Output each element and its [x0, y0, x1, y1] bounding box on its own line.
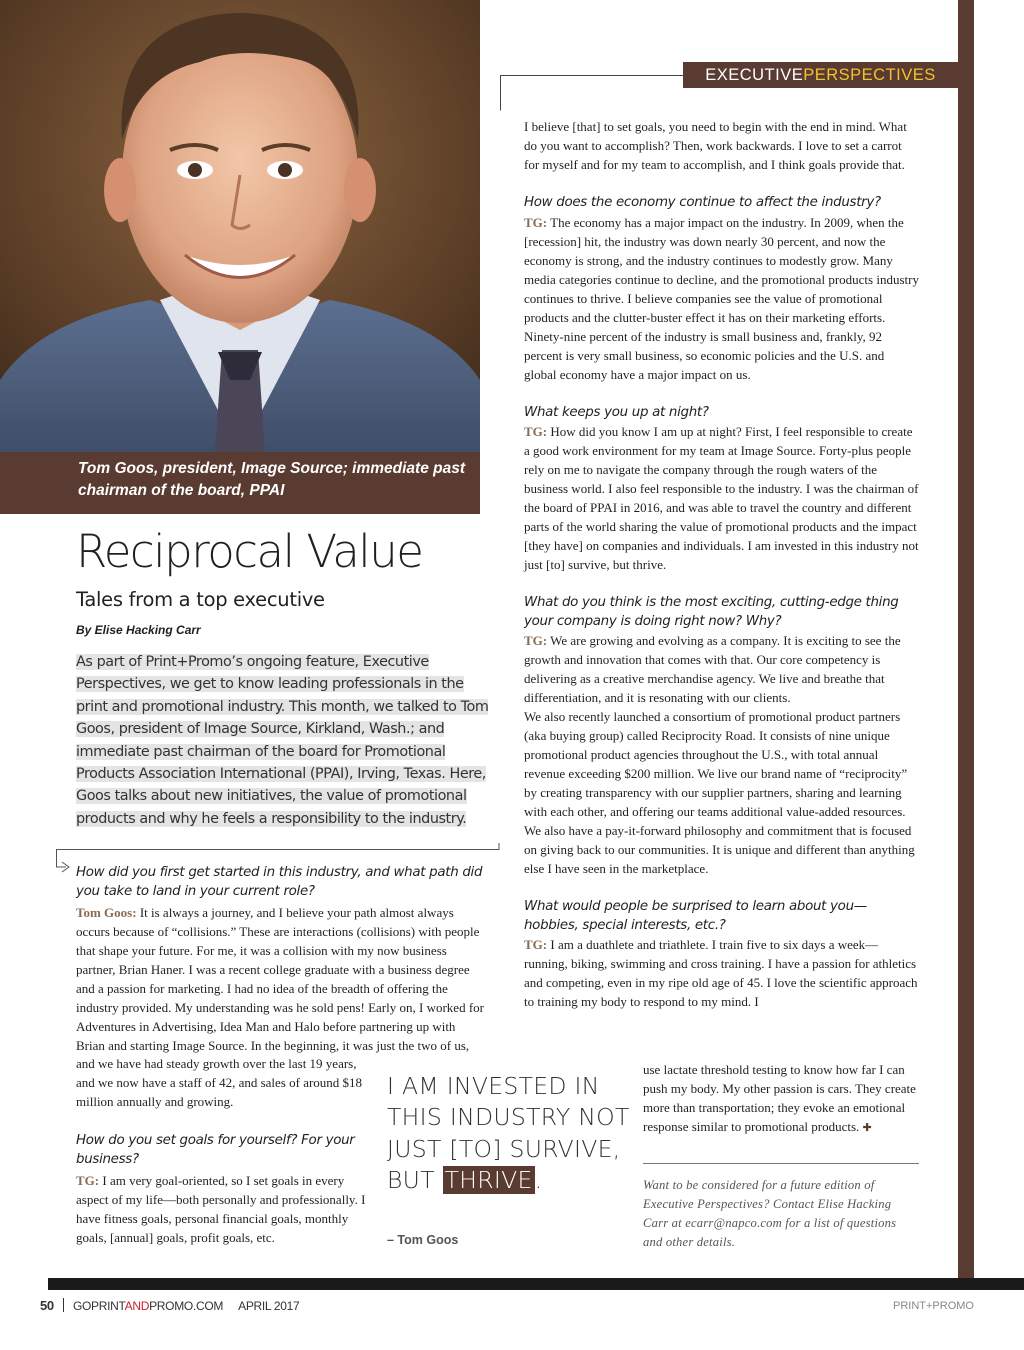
section-badge-word-2: PERSPECTIVES [803, 66, 936, 84]
right-edge-stripe [958, 0, 974, 1278]
answer-1 [76, 903, 486, 1055]
answer-2-text: I am very goal-oriented, so I set goals in every aspect of my life—both personally and professionally. I have fitness goals, personal financial goals, monthly goals, [annual] goals, profit goals, etc. [76, 1173, 366, 1245]
footer-left [40, 1298, 299, 1313]
footer-site-part-1: GOPRINT [72, 1299, 125, 1313]
answer-3 [524, 213, 920, 384]
question-1: How did you first get started in this industry, and what path did you take to land in your current role? [76, 865, 483, 899]
question-3: How does the economy continue to affect the industry? [524, 195, 881, 210]
question-4: What keeps you up at night? [524, 404, 709, 420]
portrait-photo [0, 0, 480, 452]
footer-brand: PRINT+PROMO [893, 1300, 974, 1312]
answer-5-tag: TG: [524, 633, 548, 648]
answer-3-text: The economy has a major impact on the industry. In 2009, when the [recession] hit, the industry was down nearly 30 percent, and now the economy is strong, and the industry continues to modestly grow. Many media categories continue to decline, and the promotional products industry continues to thrive. I believe companies see the value of promotional products and the clutter-buster effect it has on their marketing efforts. Ninety-nine percent of the industry is small business and, frankly, 92 percent is very small business, so economic policies and the U.S. and global economy have a major impact on us. [524, 214, 919, 382]
section-badge [683, 62, 958, 88]
answer-2-continued: I believe [that] to set goals, you need to begin with the end in mind. What do you want to accomplish? Then, work backwards. I love to set a carrot for myself and for my team to accomplish, and I think goals provide that. [524, 119, 907, 172]
pull-quote-period: . [534, 1165, 543, 1194]
pull-quote-credit: – Tom Goos [387, 1233, 459, 1247]
answer-5 [524, 631, 920, 707]
answer-1-tag: Tom Goos: [76, 905, 137, 920]
badge-connector-line [500, 75, 690, 111]
footer-site-part-3: PROMO.COM [149, 1299, 224, 1313]
answer-1-text: It is always a journey, and I believe your path almost always occurs because of “collisions.” These are interactions (collisions) with people that shape your future. For me, it was a collision with my now business partner, Brian Haner. I was a recent college graduate with a business degree and a passion for marketing. I had no idea of the breadth of offering the industry provided. My understanding was he sold pens! Early on, I worked for Adventures in Advertising, Idea Man and Halo before partnering up with Brian and starting Image Source. In the beginning, it was just the two of us, [76, 905, 484, 1053]
page-number: 50 [40, 1298, 54, 1313]
answer-1-continued: and we have had steady growth over the last 19 years, and we now have a staff of 42, and sales of around $18 million annually and growing. [76, 1056, 363, 1109]
answer-6-text: I am a duathlete and triathlete. I train five to six days a week—running, biking, swimming and cross training. I have a passion for athletics and competing, even in my ripe old age of 45. I love the scientific approach to training my body to respond to my mind. I [524, 937, 918, 1009]
promo-divider [643, 1163, 919, 1164]
intro-text: As part of Print+Promo’s ongoing feature, Executive Perspectives, we get to know leading professionals in the print and promotional industry. This month, we talked to Tom Goos, president of Image Source, Kirkland, Wash.; and immediate past chairman of the board for Promotional Products Association International (PPAI), Irving, Texas. Here, Goos talks about new initiatives, the value of promotional products and why he feels a responsibility to the industry. [76, 654, 489, 827]
photo-caption: Tom Goos, president, Image Source; immediate past chairman of the board, PPAI [0, 452, 480, 514]
question-6: What would people be surprised to learn about you—hobbies, special interests, etc.? [524, 899, 867, 933]
answer-4-tag: TG: [524, 424, 548, 439]
end-mark-icon: ✚ [862, 1122, 872, 1134]
article-title: Reciprocal Value [76, 525, 423, 578]
qa-block-1 [76, 864, 486, 1055]
answer-6-continued [643, 1060, 918, 1138]
answer-5-text: We are growing and evolving as a company. It is exciting to see the growth and innovation that comes with that. Our core competency is delivering as a creative merchandise agency. We live and breathe that differentiation, and it is resonating with our clients. [524, 633, 901, 705]
answer-4-text: How did you know I am up at night? First, I feel responsible to create a good work environment for my team at Image Source. Forty-plus people rely on me to navigate the company through the rough waters of the business world. I also feel responsible to the industry. I was the chairman of the board of PPAI in 2016, and was able to travel the country and different parts of the world sharing the value of promotional products and the impact [they have] on companies and individuals. I am invested in this industry not just [to] survive, but thrive. [524, 424, 919, 572]
intro-paragraph [76, 651, 496, 830]
answer-4 [524, 422, 920, 574]
footer-site-part-2: AND [124, 1299, 150, 1313]
answer-3-tag: TG: [524, 214, 548, 230]
article-subtitle: Tales from a top executive [76, 588, 325, 611]
right-column [524, 117, 920, 1011]
answer-6 [524, 935, 920, 1011]
qa-block-2 [76, 1132, 368, 1247]
answer-2-tag: TG: [76, 1173, 100, 1188]
question-2: How do you set goals for yourself? For your business? [76, 1133, 355, 1167]
pull-quote [387, 1071, 632, 1196]
footer-divider [63, 1298, 64, 1312]
question-5: What do you think is the most exciting, cutting-edge thing your company is doing right now? Why? [524, 595, 899, 629]
answer-5-paragraph-2: We also recently launched a consortium of promotional product partners (aka buying group) called Reciprocity Road. It consists of nine unique promotional product agencies throughout the U.S., with total annual revenue exceeding $200 million. We live our brand name of “reciprocity” by creating transparency with our supplier partners, sharing and learning with each other, and offering our teams additional value-added resources. We also have a pay-it-forward philosophy and commitment that is focused on giving back to our communities. It is unique and different than anything else I have seen in the marketplace. [524, 709, 915, 876]
pull-quote-highlight: THRIVE [444, 1165, 533, 1194]
pull-quote-text: I AM INVESTED IN THIS INDUSTRY NOT JUST [TO] SURVIVE, BUT [387, 1072, 630, 1194]
footer-issue: APRIL 2017 [238, 1299, 300, 1313]
answer-6-tag: TG: [524, 937, 548, 952]
answer-6-end: use lactate threshold testing to know how far I can push my body. My other passion is cars. They create more than transportation; they evoke an emotional response similar to promotional products. [643, 1062, 916, 1134]
footer-bar [48, 1278, 1024, 1290]
answer-2 [76, 1171, 368, 1247]
section-badge-word-1: EXECUTIVE [705, 66, 804, 84]
portrait-illustration [0, 0, 480, 452]
promo-note: Want to be considered for a future edition of Executive Perspectives? Contact Elise Hacking Carr at ecarr@napco.com for a list of questions and other details. [643, 1178, 897, 1249]
footer-site[interactable] [73, 1299, 223, 1313]
byline: By Elise Hacking Carr [76, 623, 201, 637]
